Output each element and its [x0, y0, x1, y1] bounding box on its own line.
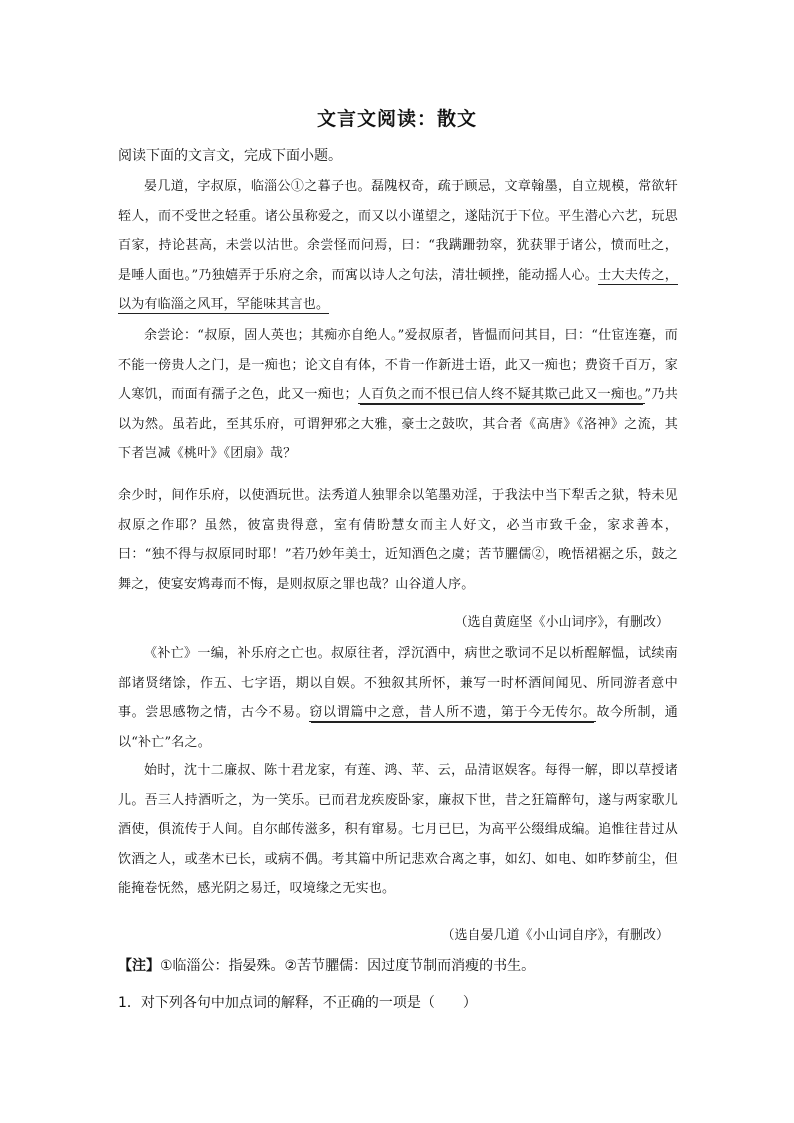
passage-paragraph-3: 余少时，间作乐府，以使酒玩世。法秀道人独罪余以笔墨劝淫，于我法中当下犁舌之狱，特未见叔原之作耶？虽然，彼富贵得意，室有倩盼慧女而主人好文，必当市致千金，家求善本，曰：“独不得与叔原同时耶！”若乃妙年美士，近知酒色之虞；苦节臞儒②，晚悟裙裾之乐，鼓之舞之，使宴安鸩毒而不悔，是则叔原之罪也哉？山谷道人序。: [118, 488, 678, 592]
underlined-sentence-1: 士大夫传之，以为有临淄之风耳，罕能味其言也。: [118, 267, 678, 312]
note-tag: 【注】: [118, 958, 160, 974]
passage-text: 《补亡》一编，补乐府之亡也。叔原往者，浮沉酒中，病世之歌词不足以析酲解愠，试续南部诸贤绪馀，作五、七字语，期以自娱。不独叙其所怀，兼写一时杯酒间闻见、所同游者意中事。尝思感物之情，古今不易。: [118, 646, 678, 720]
page-title: 文言文阅读：散文: [316, 108, 477, 130]
underlined-sentence-2: 人百负之而不恨已信人终不疑其欺己此又一痴也。: [357, 387, 645, 402]
question-1: 1．对下列各句中加点词的解释，不正确的一项是（ ）: [118, 995, 477, 1011]
passage-paragraph-4: [118, 639, 678, 757]
source-citation-2: （选自晏几道《小山词自序》，有删改）: [441, 928, 669, 943]
passage-text: 故今所制，通以“补亡”名之。: [118, 705, 678, 750]
instruction-text: 阅读下面的文言文，完成下面小题。: [118, 148, 342, 164]
passage-paragraph-2: [118, 321, 678, 469]
underlined-sentence-3: 窃以谓篇中之意，昔人所不遗，第于今无传尔。: [309, 705, 597, 720]
note-text: ①临淄公：指晏殊。②苦节臞儒：因过度节制而消瘦的书生。: [160, 958, 536, 974]
passage-paragraph-1: [118, 172, 678, 320]
source-citation-1: （选自黄庭坚《小山词序》，有删改）: [454, 615, 669, 630]
passage-text: 晏几道，字叔原，临淄公①之暮子也。磊隗权奇，疏于顾忌，文章翰墨，自立规模，常欲轩轾人，而不受世之轻重。诸公虽称爱之，而又以小谨望之，遂陆沉于下位。平生潜心六艺，玩思百家，持论甚高，未尝以沽世。余尝怪而问焉，曰：“我蹒跚勃窣，犹获罪于诸公，愤而吐之，是唾人面也。”乃独嬉弄于乐府之余，而寓以诗人之句法，清壮顿挫，能动摇人心。: [118, 179, 678, 283]
passage-text: 余尝论：“叔原，固人英也；其痴亦自绝人。”爱叔原者，皆愠而问其目，曰：“仕宦连蹇，而不能一傍贵人之门，是一痴也；论文自有体，不肯一作新进士语，此又一痴也；费资千百万，家人寒饥，而面有孺子之色，此又一痴也；: [118, 328, 678, 402]
passage-paragraph-5: 始时，沈十二廉叔、陈十君龙家，有莲、鸿、苹、云，品清讴娱客。每得一解，即以草授诸儿。吾三人持酒听之，为一笑乐。已而君龙疾废卧家，廉叔下世，昔之狂篇醉句，遂与两家歌儿酒使，俱流传于人间。自尔邮传滋多，积有窜易。七月已巳，为高平公缀缉成编。追惟往昔过从饮酒之人，或垄木已长，或病不偶。考其篇中所记悲欢合离之事，如幻、如电、如昨梦前尘，但能掩卷怃然，感光阴之易迁，叹境缘之无实也。: [118, 763, 678, 896]
annotation-note: [118, 955, 535, 975]
passage-text: ”乃共以为然。虽若此，至其乐府，可谓狎邪之大雅，豪士之鼓吹，其合者《高唐》《洛神》之流，其下者岂减《桃叶》《团扇》哉？: [118, 387, 678, 461]
